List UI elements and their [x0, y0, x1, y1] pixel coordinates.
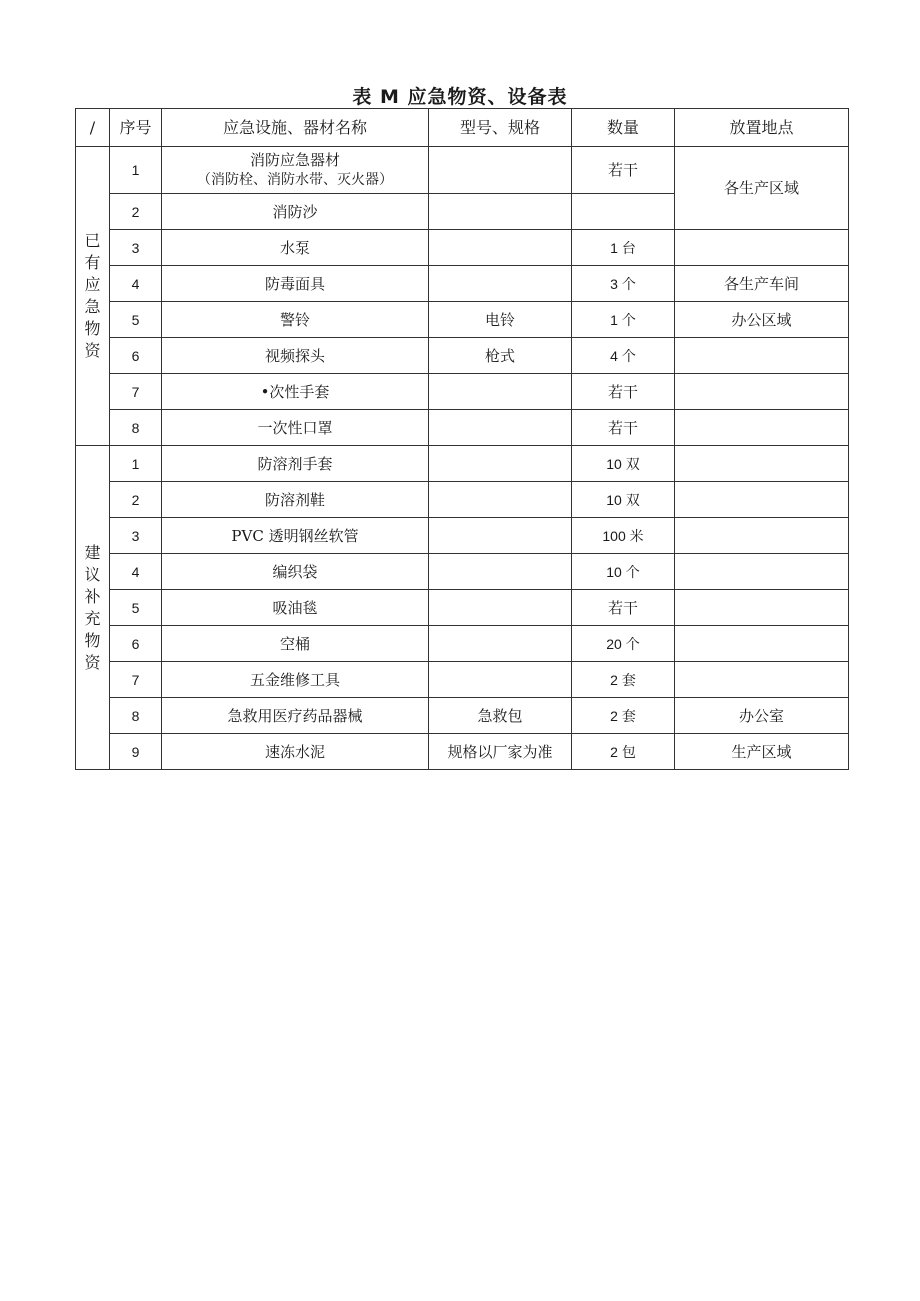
item-name: 速冻水泥: [162, 734, 429, 770]
row-index: 6: [110, 626, 162, 662]
item-model: [429, 554, 572, 590]
item-quantity: 4 个: [572, 338, 675, 374]
row-index: 1: [110, 446, 162, 482]
table-row: [76, 410, 849, 446]
item-name: 视频探头: [162, 338, 429, 374]
item-name: •次性手套: [162, 374, 429, 410]
item-name: 五金维修工具: [162, 662, 429, 698]
table-row: [76, 626, 849, 662]
header-quantity: 数量: [572, 109, 675, 147]
item-name: 防溶剂手套: [162, 446, 429, 482]
item-name: 吸油毯: [162, 590, 429, 626]
item-quantity: 若干: [572, 374, 675, 410]
item-name: 消防沙: [162, 194, 429, 230]
item-name: 编织袋: [162, 554, 429, 590]
item-model: 枪式: [429, 338, 572, 374]
item-location: 各生产车间: [675, 266, 849, 302]
table-row: [76, 590, 849, 626]
item-location: [675, 410, 849, 446]
item-name: [162, 147, 429, 194]
table-row: [76, 147, 849, 194]
header-category: /: [76, 109, 110, 147]
item-quantity: 若干: [572, 147, 675, 194]
emergency-supplies-table: [75, 108, 849, 770]
table-row: [76, 338, 849, 374]
header-location: 放置地点: [675, 109, 849, 147]
item-name: 一次性口罩: [162, 410, 429, 446]
item-quantity: 2 套: [572, 662, 675, 698]
item-model: [429, 374, 572, 410]
item-model: 急救包: [429, 698, 572, 734]
item-quantity: 若干: [572, 410, 675, 446]
item-quantity: 3 个: [572, 266, 675, 302]
header-row: [76, 109, 849, 147]
item-quantity: 100 米: [572, 518, 675, 554]
row-index: 5: [110, 590, 162, 626]
row-index: 7: [110, 374, 162, 410]
item-quantity: 10 个: [572, 554, 675, 590]
item-model: [429, 446, 572, 482]
item-model: [429, 662, 572, 698]
item-name: 警铃: [162, 302, 429, 338]
row-index: 3: [110, 230, 162, 266]
header-model: 型号、规格: [429, 109, 572, 147]
item-model: [429, 626, 572, 662]
item-quantity: 10 双: [572, 482, 675, 518]
row-index: 4: [110, 266, 162, 302]
table-row: [76, 662, 849, 698]
table-row: [76, 302, 849, 338]
item-quantity: [572, 194, 675, 230]
item-location: [675, 590, 849, 626]
row-index: 1: [110, 147, 162, 194]
category-existing-supplies: 已 有 应 急 物 资: [76, 147, 110, 446]
table-row: [76, 698, 849, 734]
item-location: [675, 374, 849, 410]
row-index: 8: [110, 410, 162, 446]
item-location: 办公室: [675, 698, 849, 734]
item-quantity: 20 个: [572, 626, 675, 662]
row-index: 2: [110, 482, 162, 518]
item-model: [429, 266, 572, 302]
item-name: 防毒面具: [162, 266, 429, 302]
item-name-sub: （消防栓、消防水带、灭火器）: [197, 172, 393, 188]
item-quantity: 2 套: [572, 698, 675, 734]
item-model: [429, 518, 572, 554]
item-model: [429, 410, 572, 446]
item-location: [675, 482, 849, 518]
row-index: 4: [110, 554, 162, 590]
table-row: [76, 230, 849, 266]
item-model: [429, 147, 572, 194]
row-index: 2: [110, 194, 162, 230]
row-index: 5: [110, 302, 162, 338]
item-location: [675, 662, 849, 698]
table-row: [76, 374, 849, 410]
item-location: [675, 230, 849, 266]
item-name: 急救用医疗药品器械: [162, 698, 429, 734]
item-model: [429, 590, 572, 626]
item-quantity: 若干: [572, 590, 675, 626]
item-quantity: 2 包: [572, 734, 675, 770]
category-suggested-supplies: 建 议 补 充 物 资: [76, 446, 110, 770]
table-row: [76, 446, 849, 482]
table-row: [76, 518, 849, 554]
row-index: 8: [110, 698, 162, 734]
item-model: [429, 230, 572, 266]
table-row: [76, 266, 849, 302]
item-location: 生产区域: [675, 734, 849, 770]
item-model: 规格以厂家为准: [429, 734, 572, 770]
page-title: 表 M 应急物资、设备表: [352, 86, 568, 108]
item-model: [429, 194, 572, 230]
item-location: [675, 518, 849, 554]
row-index: 7: [110, 662, 162, 698]
item-model: 电铃: [429, 302, 572, 338]
table-row: [76, 734, 849, 770]
item-location: [675, 626, 849, 662]
item-location: 各生产区域: [675, 147, 849, 230]
row-index: 6: [110, 338, 162, 374]
item-model: [429, 482, 572, 518]
header-name: 应急设施、器材名称: [162, 109, 429, 147]
item-name: PVC 透明钢丝软管: [162, 518, 429, 554]
table-row: [76, 482, 849, 518]
item-name: 水泵: [162, 230, 429, 266]
item-quantity: 10 双: [572, 446, 675, 482]
item-name: 防溶剂鞋: [162, 482, 429, 518]
item-location: [675, 338, 849, 374]
item-quantity: 1 个: [572, 302, 675, 338]
item-location: [675, 554, 849, 590]
table-row: [76, 554, 849, 590]
header-index: 序号: [110, 109, 162, 147]
item-location: [675, 446, 849, 482]
item-name: 空桶: [162, 626, 429, 662]
item-quantity: 1 台: [572, 230, 675, 266]
item-name-main: 消防应急器材: [249, 151, 340, 169]
row-index: 9: [110, 734, 162, 770]
row-index: 3: [110, 518, 162, 554]
item-location: 办公区域: [675, 302, 849, 338]
